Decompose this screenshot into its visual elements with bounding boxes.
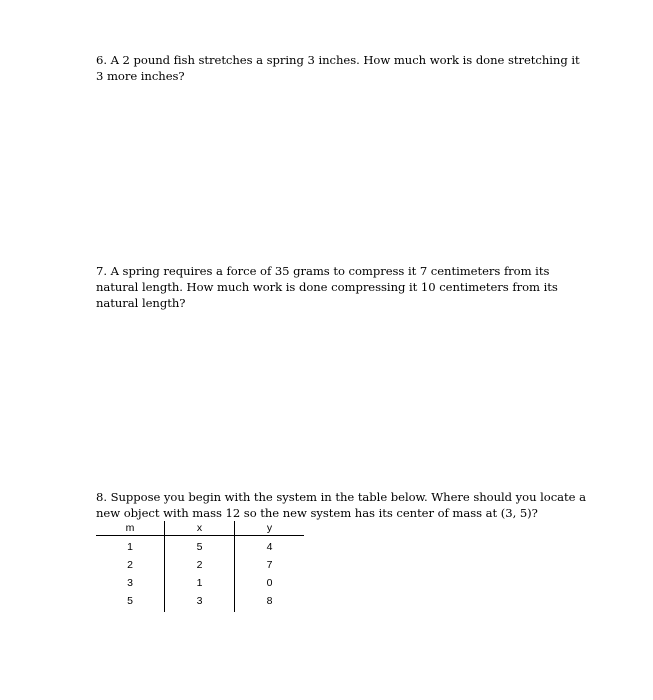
problem-8 [96, 489, 586, 521]
cell-y: 4 [235, 536, 305, 557]
problem-6 [96, 52, 580, 84]
header-m: m [96, 521, 165, 536]
header-y: y [235, 521, 305, 536]
cell-y: 0 [235, 574, 305, 592]
problem-6-line: 3 more inches? [96, 69, 185, 83]
cell-m: 3 [127, 577, 133, 589]
cell-x: 5 [165, 536, 235, 557]
cell-m: 2 [127, 559, 133, 571]
problem-8-line: 8. Suppose you begin with the system in the table below. Where should you locate a [96, 490, 586, 504]
mass-position-table [96, 521, 304, 612]
cell-m: 1 [127, 541, 133, 553]
cell-x: 1 [165, 574, 235, 592]
problem-7-line: natural length. How much work is done compressing it 10 centimeters from its [96, 280, 558, 294]
table-row [96, 536, 304, 557]
cell-x: 2 [165, 556, 235, 574]
table-row [96, 592, 304, 612]
cell-y: 7 [235, 556, 305, 574]
cell-x: 3 [165, 592, 235, 612]
problem-7-line: natural length? [96, 296, 186, 310]
cell-y: 8 [235, 592, 305, 612]
header-x: x [165, 521, 235, 536]
problem-6-line: 6. A 2 pound fish stretches a spring 3 inches. How much work is done stretching it [96, 53, 580, 67]
table-header-row [96, 521, 304, 536]
problem-7 [96, 263, 571, 311]
cell-m: 5 [127, 595, 133, 607]
problem-7-line: 7. A spring requires a force of 35 grams to compress it 7 centimeters from its [96, 264, 550, 278]
table-row [96, 556, 304, 574]
problem-8-line: new object with mass 12 so the new system has its center of mass at (3, 5)? [96, 506, 538, 520]
table-row [96, 574, 304, 592]
